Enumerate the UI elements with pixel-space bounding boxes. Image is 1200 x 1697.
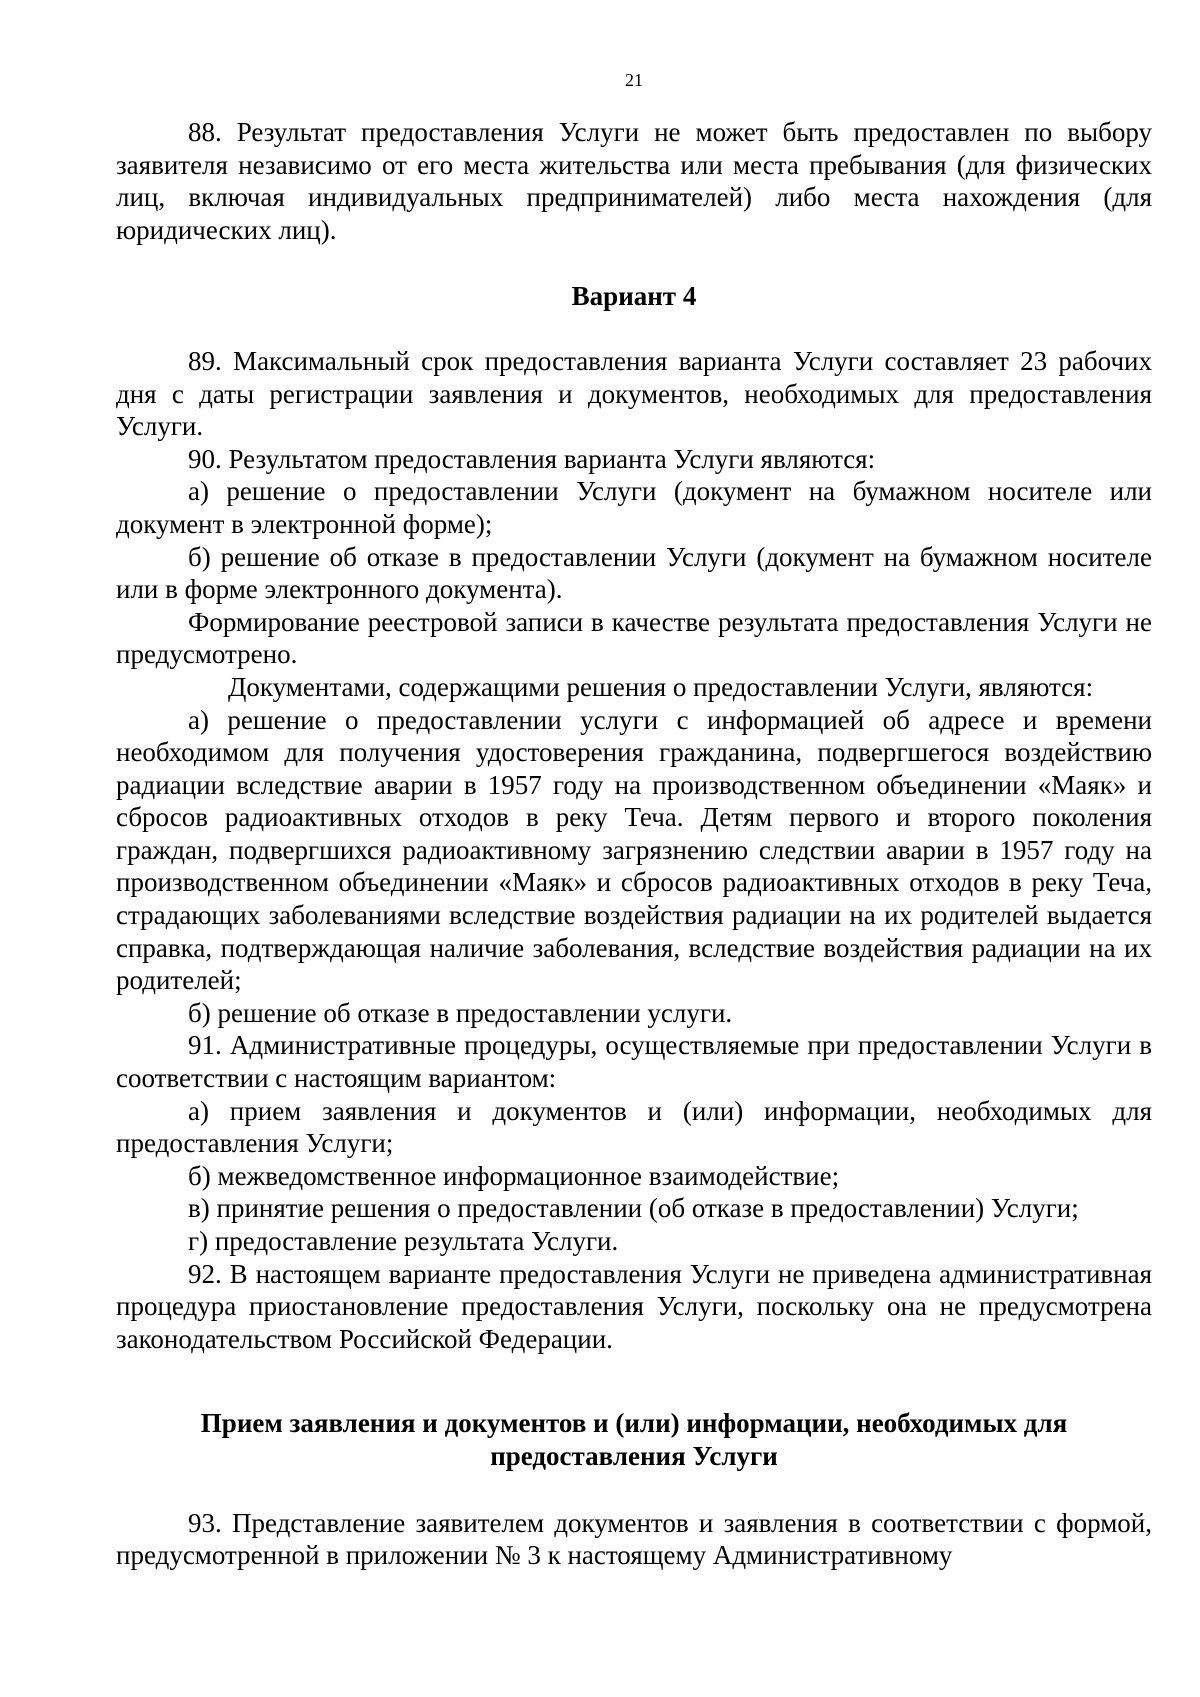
paragraph: 93. Представление заявителем документов и заявления в соответствии с формой, предусмотренной в приложении № 3 к настоящему Административному bbox=[116, 1507, 1152, 1571]
paragraph: б) решение об отказе в предоставлении Услуги (документ на бумажном носителе или в форме электронного документа). bbox=[116, 541, 1152, 605]
section-heading: Прием заявления и документов и (или) информации, необходимых для предоставления Услуги bbox=[200, 1408, 1068, 1471]
paragraph: а) прием заявления и документов и (или) информации, необходимых для предоставления Услуги; bbox=[116, 1095, 1152, 1159]
page-number: 21 bbox=[625, 70, 643, 90]
spacer bbox=[116, 246, 1152, 280]
paragraph: в) принятие решения о предоставлении (об отказе в предоставлении) Услуги; bbox=[188, 1193, 1079, 1224]
paragraph: б) решение об отказе в предоставлении услуги. bbox=[188, 997, 733, 1028]
spacer bbox=[116, 1473, 1152, 1507]
paragraph: г) предоставление результата Услуги. bbox=[188, 1226, 619, 1256]
paragraph: Формирование реестровой записи в качестве результата предоставления Услуги не предусмотрено. bbox=[116, 606, 1152, 670]
paragraph: 90. Результатом предоставления варианта Услуги являются: bbox=[188, 443, 876, 474]
paragraph: а) решение о предоставлении Услуги (документ на бумажном носителе или документ в электронной форме); bbox=[116, 476, 1152, 539]
paragraph: Документами, содержащими решения о предоставлении Услуги, являются: bbox=[228, 671, 1094, 702]
document-body bbox=[116, 116, 1152, 1572]
paragraph: 88. Результат предоставления Услуги не может быть предоставлен по выбору заявителя независимо от его места жительства или места пребывания (для физических лиц, включая индивидуальных предпринимателей) либо места нахождения (для юридических лиц). bbox=[116, 117, 1152, 245]
paragraph: 89. Максимальный срок предоставления варианта Услуги составляет 23 рабочих дня с даты регистрации заявления и документов, необходимых для предоставления Услуги. bbox=[116, 345, 1152, 442]
paragraph: б) межведомственное информационное взаимодействие; bbox=[188, 1160, 840, 1191]
spacer bbox=[116, 1355, 1152, 1407]
paragraph: 92. В настоящем варианте предоставления Услуги не приведена административная процедура приостановление предоставления Услуги, поскольку она не предусмотрена законодательством Российской Федерации. bbox=[116, 1258, 1152, 1354]
paragraph: а) решение о предоставлении услуги с информацией об адресе и времени необходимом для получения удостоверения гражданина, подвергшегося воздействию радиации вследствие аварии в 1957 году на производственном объединении «Маяк» и сбросов радиоактивных отходов в реку Теча. Детям первого и второго поколения граждан, подвергшихся радиоактивному загрязнению следствии аварии в 1957 году на производственном объединении «Маяк» и сбросов радиоактивных отходов в реку Теча, страдающих заболеваниями вследствие воздействия радиации на их родителей выдается справка, подтверждающая наличие заболевания, вследствие воздействия радиации на их родителей; bbox=[116, 704, 1152, 996]
paragraph: 91. Административные процедуры, осуществляемые при предоставлении Услуги в соответствии с настоящим вариантом: bbox=[116, 1030, 1152, 1094]
spacer bbox=[116, 313, 1152, 345]
section-heading: Вариант 4 bbox=[571, 281, 697, 312]
